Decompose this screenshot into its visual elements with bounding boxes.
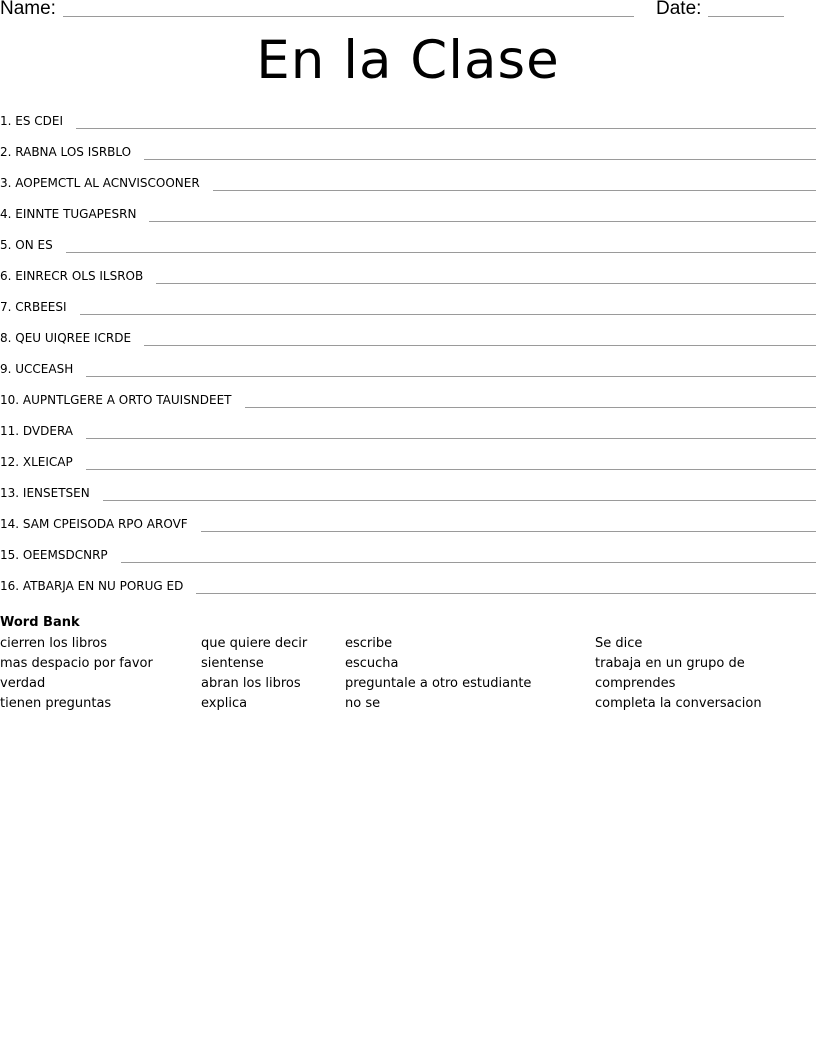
answer-line[interactable] <box>149 203 816 222</box>
answer-line[interactable] <box>144 327 816 346</box>
word-bank-item: escribe <box>345 636 393 651</box>
answer-line[interactable] <box>86 451 816 470</box>
word-bank-item: verdad <box>0 676 46 691</box>
answer-line[interactable] <box>66 234 816 253</box>
word-bank-item: explica <box>201 696 248 711</box>
answer-line[interactable] <box>156 265 816 284</box>
word-bank-item: comprendes <box>595 676 676 691</box>
word-bank-item: preguntale a otro estudiante <box>345 676 532 691</box>
word-bank-item: cierren los libros <box>0 636 108 651</box>
word-bank-item: Se dice <box>595 636 643 651</box>
name-blank-line[interactable] <box>63 16 634 17</box>
word-bank-item: mas despacio por favor <box>0 656 153 671</box>
answer-line[interactable] <box>76 110 816 129</box>
question-row <box>0 172 816 203</box>
scrambled-phrase: 11. DVDERA <box>0 424 74 438</box>
word-bank-item: que quiere decir <box>201 636 308 651</box>
word-bank-item: abran los libros <box>201 676 301 691</box>
question-row <box>0 513 816 544</box>
worksheet-title: En la Clase <box>256 30 560 91</box>
answer-line[interactable] <box>121 544 816 563</box>
answer-line[interactable] <box>213 172 816 191</box>
date-label: Date: <box>656 0 702 19</box>
scrambled-phrase: 13. IENSETSEN <box>0 486 90 500</box>
answer-line[interactable] <box>144 141 816 160</box>
word-bank-item: trabaja en un grupo de <box>595 656 745 671</box>
scrambled-phrase: 8. QEU UIQREE ICRDE <box>0 331 132 345</box>
answer-line[interactable] <box>245 389 816 408</box>
word-bank-title: Word Bank <box>0 615 80 630</box>
scrambled-phrase: 9. UCCEASH <box>0 362 74 376</box>
answer-line[interactable] <box>86 358 816 377</box>
question-row <box>0 420 816 451</box>
question-row <box>0 451 816 482</box>
word-bank-column-2 <box>201 634 307 714</box>
name-label: Name: <box>0 0 56 19</box>
scrambled-phrase: 10. AUPNTLGERE A ORTO TAUISNDEET <box>0 393 232 407</box>
scrambled-phrase: 15. OEEMSDCNRP <box>0 548 108 562</box>
scrambled-phrase: 2. RABNA LOS ISRBLO <box>0 145 132 159</box>
word-bank-column-3 <box>345 634 531 714</box>
scrambled-phrase: 14. SAM CPEISODA RPO AROVF <box>0 517 188 531</box>
scrambled-phrase: 12. XLEICAP <box>0 455 73 469</box>
question-row <box>0 265 816 296</box>
answer-line[interactable] <box>80 296 816 315</box>
question-list <box>0 110 816 606</box>
answer-line[interactable] <box>201 513 816 532</box>
scrambled-phrase: 4. EINNTE TUGAPESRN <box>0 207 137 221</box>
question-row <box>0 296 816 327</box>
word-bank-column-4 <box>595 634 762 714</box>
answer-line[interactable] <box>86 420 816 439</box>
date-blank-line[interactable] <box>708 16 784 17</box>
word-bank-item: completa la conversacion <box>595 696 762 711</box>
scrambled-phrase: 6. EINRECR OLS ILSROB <box>0 269 144 283</box>
scrambled-phrase: 7. CRBEESI <box>0 300 67 314</box>
scrambled-phrase: 5. ON ES <box>0 238 53 252</box>
question-row <box>0 575 816 606</box>
question-row <box>0 141 816 172</box>
word-bank-item: no se <box>345 696 381 711</box>
scrambled-phrase: 16. ATBARJA EN NU PORUG ED <box>0 579 184 593</box>
word-bank-item: tienen preguntas <box>0 696 112 711</box>
question-row <box>0 110 816 141</box>
word-bank-item: escucha <box>345 656 399 671</box>
answer-line[interactable] <box>196 575 816 594</box>
question-row <box>0 544 816 575</box>
question-row <box>0 203 816 234</box>
scrambled-phrase: 1. ES CDEI <box>0 114 64 128</box>
question-row <box>0 482 816 513</box>
answer-line[interactable] <box>103 482 816 501</box>
question-row <box>0 234 816 265</box>
word-bank-item: sientense <box>201 656 264 671</box>
question-row <box>0 327 816 358</box>
question-row <box>0 358 816 389</box>
scrambled-phrase: 3. AOPEMCTL AL ACNVISCOONER <box>0 176 200 190</box>
question-row <box>0 389 816 420</box>
worksheet-header <box>0 0 816 24</box>
word-bank-column-1 <box>0 634 153 714</box>
